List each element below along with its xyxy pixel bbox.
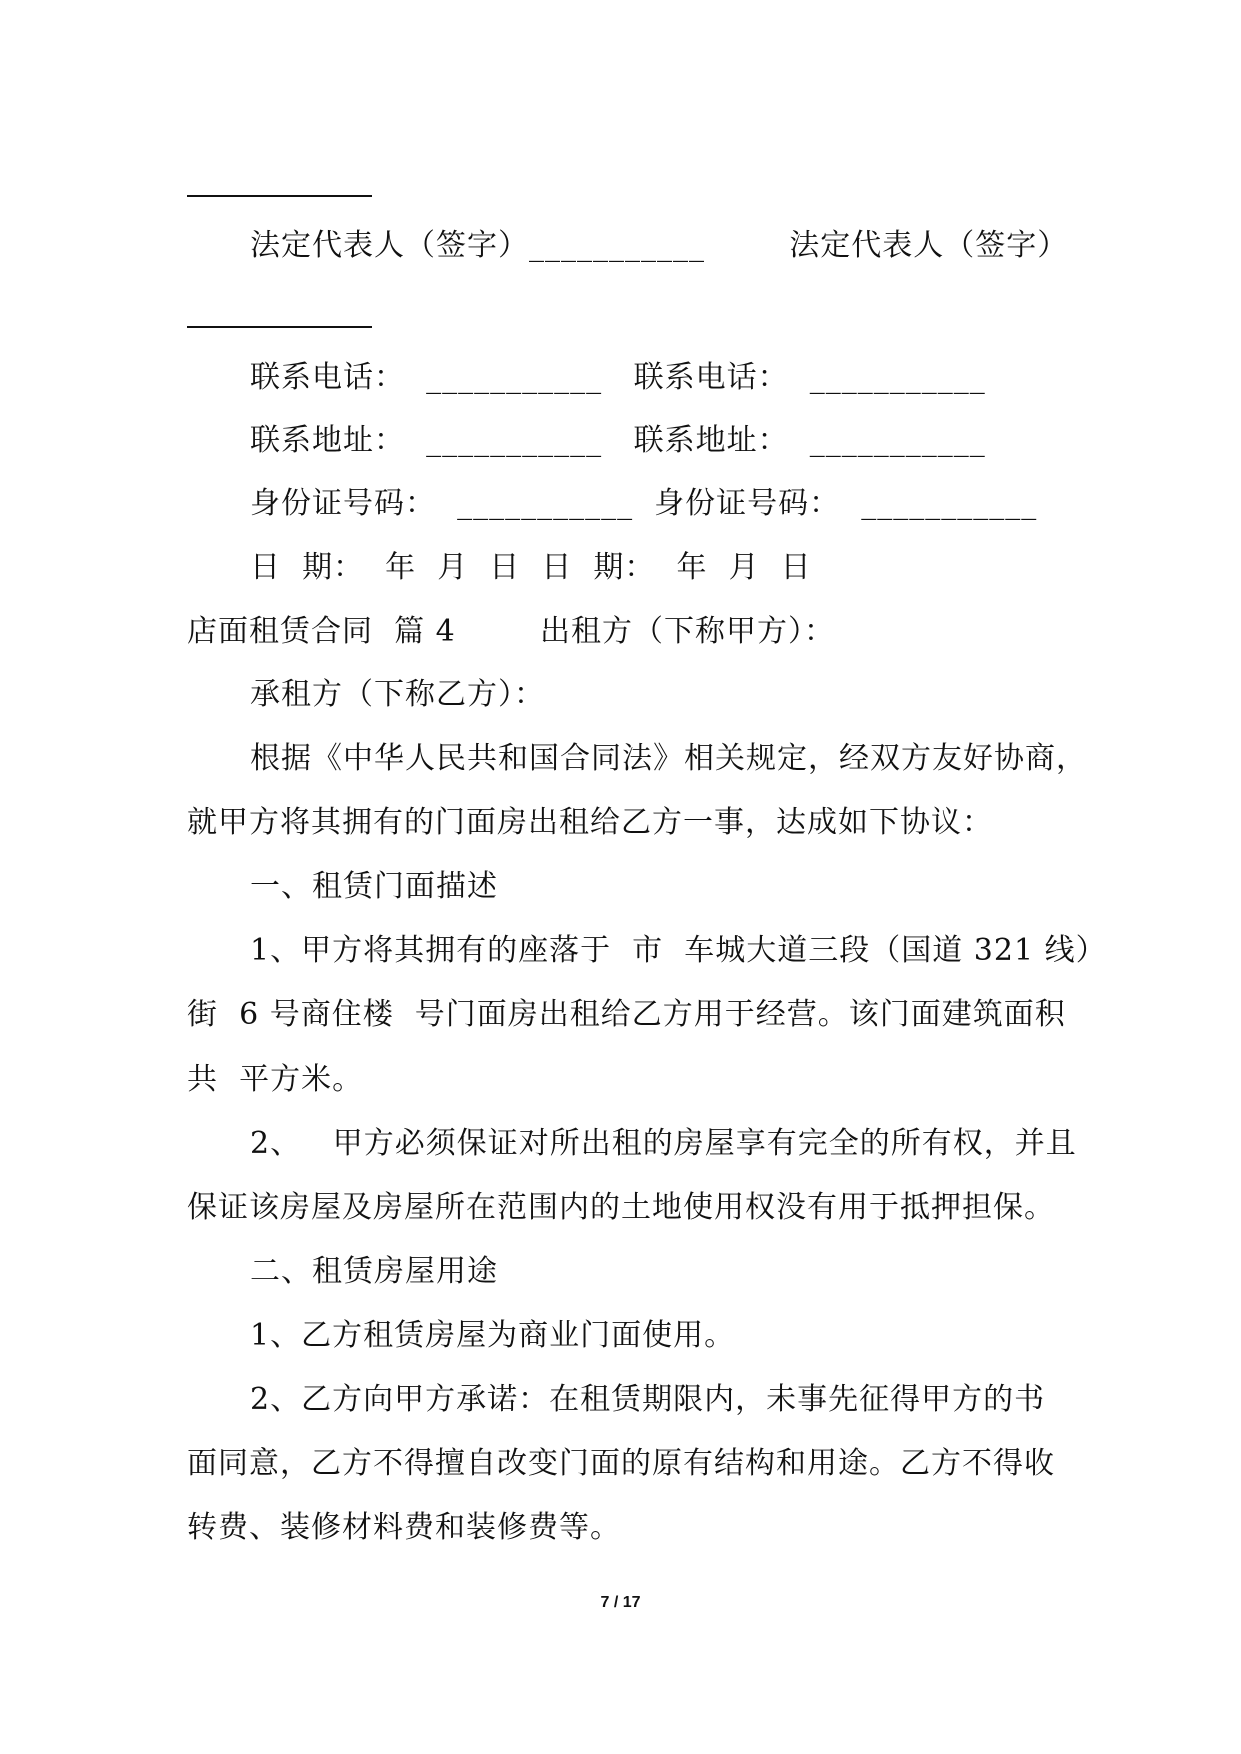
- date-line: 日 期： 年 月 日 日 期： 年 月 日: [250, 550, 812, 585]
- signature-rule-second: [187, 326, 372, 328]
- contract-heading-line: 店面租赁合同 篇 4 出租方（下称甲方）：: [187, 614, 835, 649]
- section-heading: 二、租赁房屋用途: [250, 1254, 498, 1289]
- paragraph-line: 就甲方将其拥有的门面房出租给乙方一事，达成如下协议：: [187, 805, 993, 840]
- paragraph-line: 面同意，乙方不得擅自改变门面的原有结构和用途。乙方不得收: [187, 1446, 1055, 1481]
- contact-phone-line: 联系电话： ___________ 联系电话： ___________: [250, 360, 986, 395]
- paragraph-line: 保证该房屋及房屋所在范围内的土地使用权没有用于抵押担保。: [187, 1190, 1055, 1225]
- paragraph-line: 2、 甲方必须保证对所出租的房屋享有完全的所有权，并且: [250, 1126, 1077, 1161]
- paragraph-line: 根据《中华人民共和国合同法》相关规定，经双方友好协商，: [250, 741, 1087, 776]
- legal-representative-signature-line: 法定代表人（签字）___________ 法定代表人（签字）: [250, 228, 1069, 263]
- section-heading: 一、租赁门面描述: [250, 869, 498, 904]
- signature-rule-top: [187, 195, 372, 197]
- page-number: 7 / 17: [600, 1594, 641, 1611]
- paragraph-line: 共 平方米。: [187, 1062, 364, 1097]
- paragraph-line: 1、甲方将其拥有的座落于 市 车城大道三段（国道 321 线）: [250, 933, 1107, 968]
- id-number-line: 身份证号码： ___________ 身份证号码： ___________: [250, 486, 1038, 521]
- paragraph-line: 转费、装修材料费和装修费等。: [187, 1510, 621, 1545]
- paragraph-line: 街 6 号商住楼 号门面房出租给乙方用于经营。该门面建筑面积: [187, 997, 1066, 1032]
- paragraph-line: 2、乙方向甲方承诺：在租赁期限内，未事先征得甲方的书: [250, 1382, 1046, 1417]
- contact-address-line: 联系地址： ___________ 联系地址： ___________: [250, 423, 986, 458]
- lessee-line: 承租方（下称乙方）：: [250, 677, 545, 712]
- paragraph-line: 1、乙方租赁房屋为商业门面使用。: [250, 1318, 736, 1353]
